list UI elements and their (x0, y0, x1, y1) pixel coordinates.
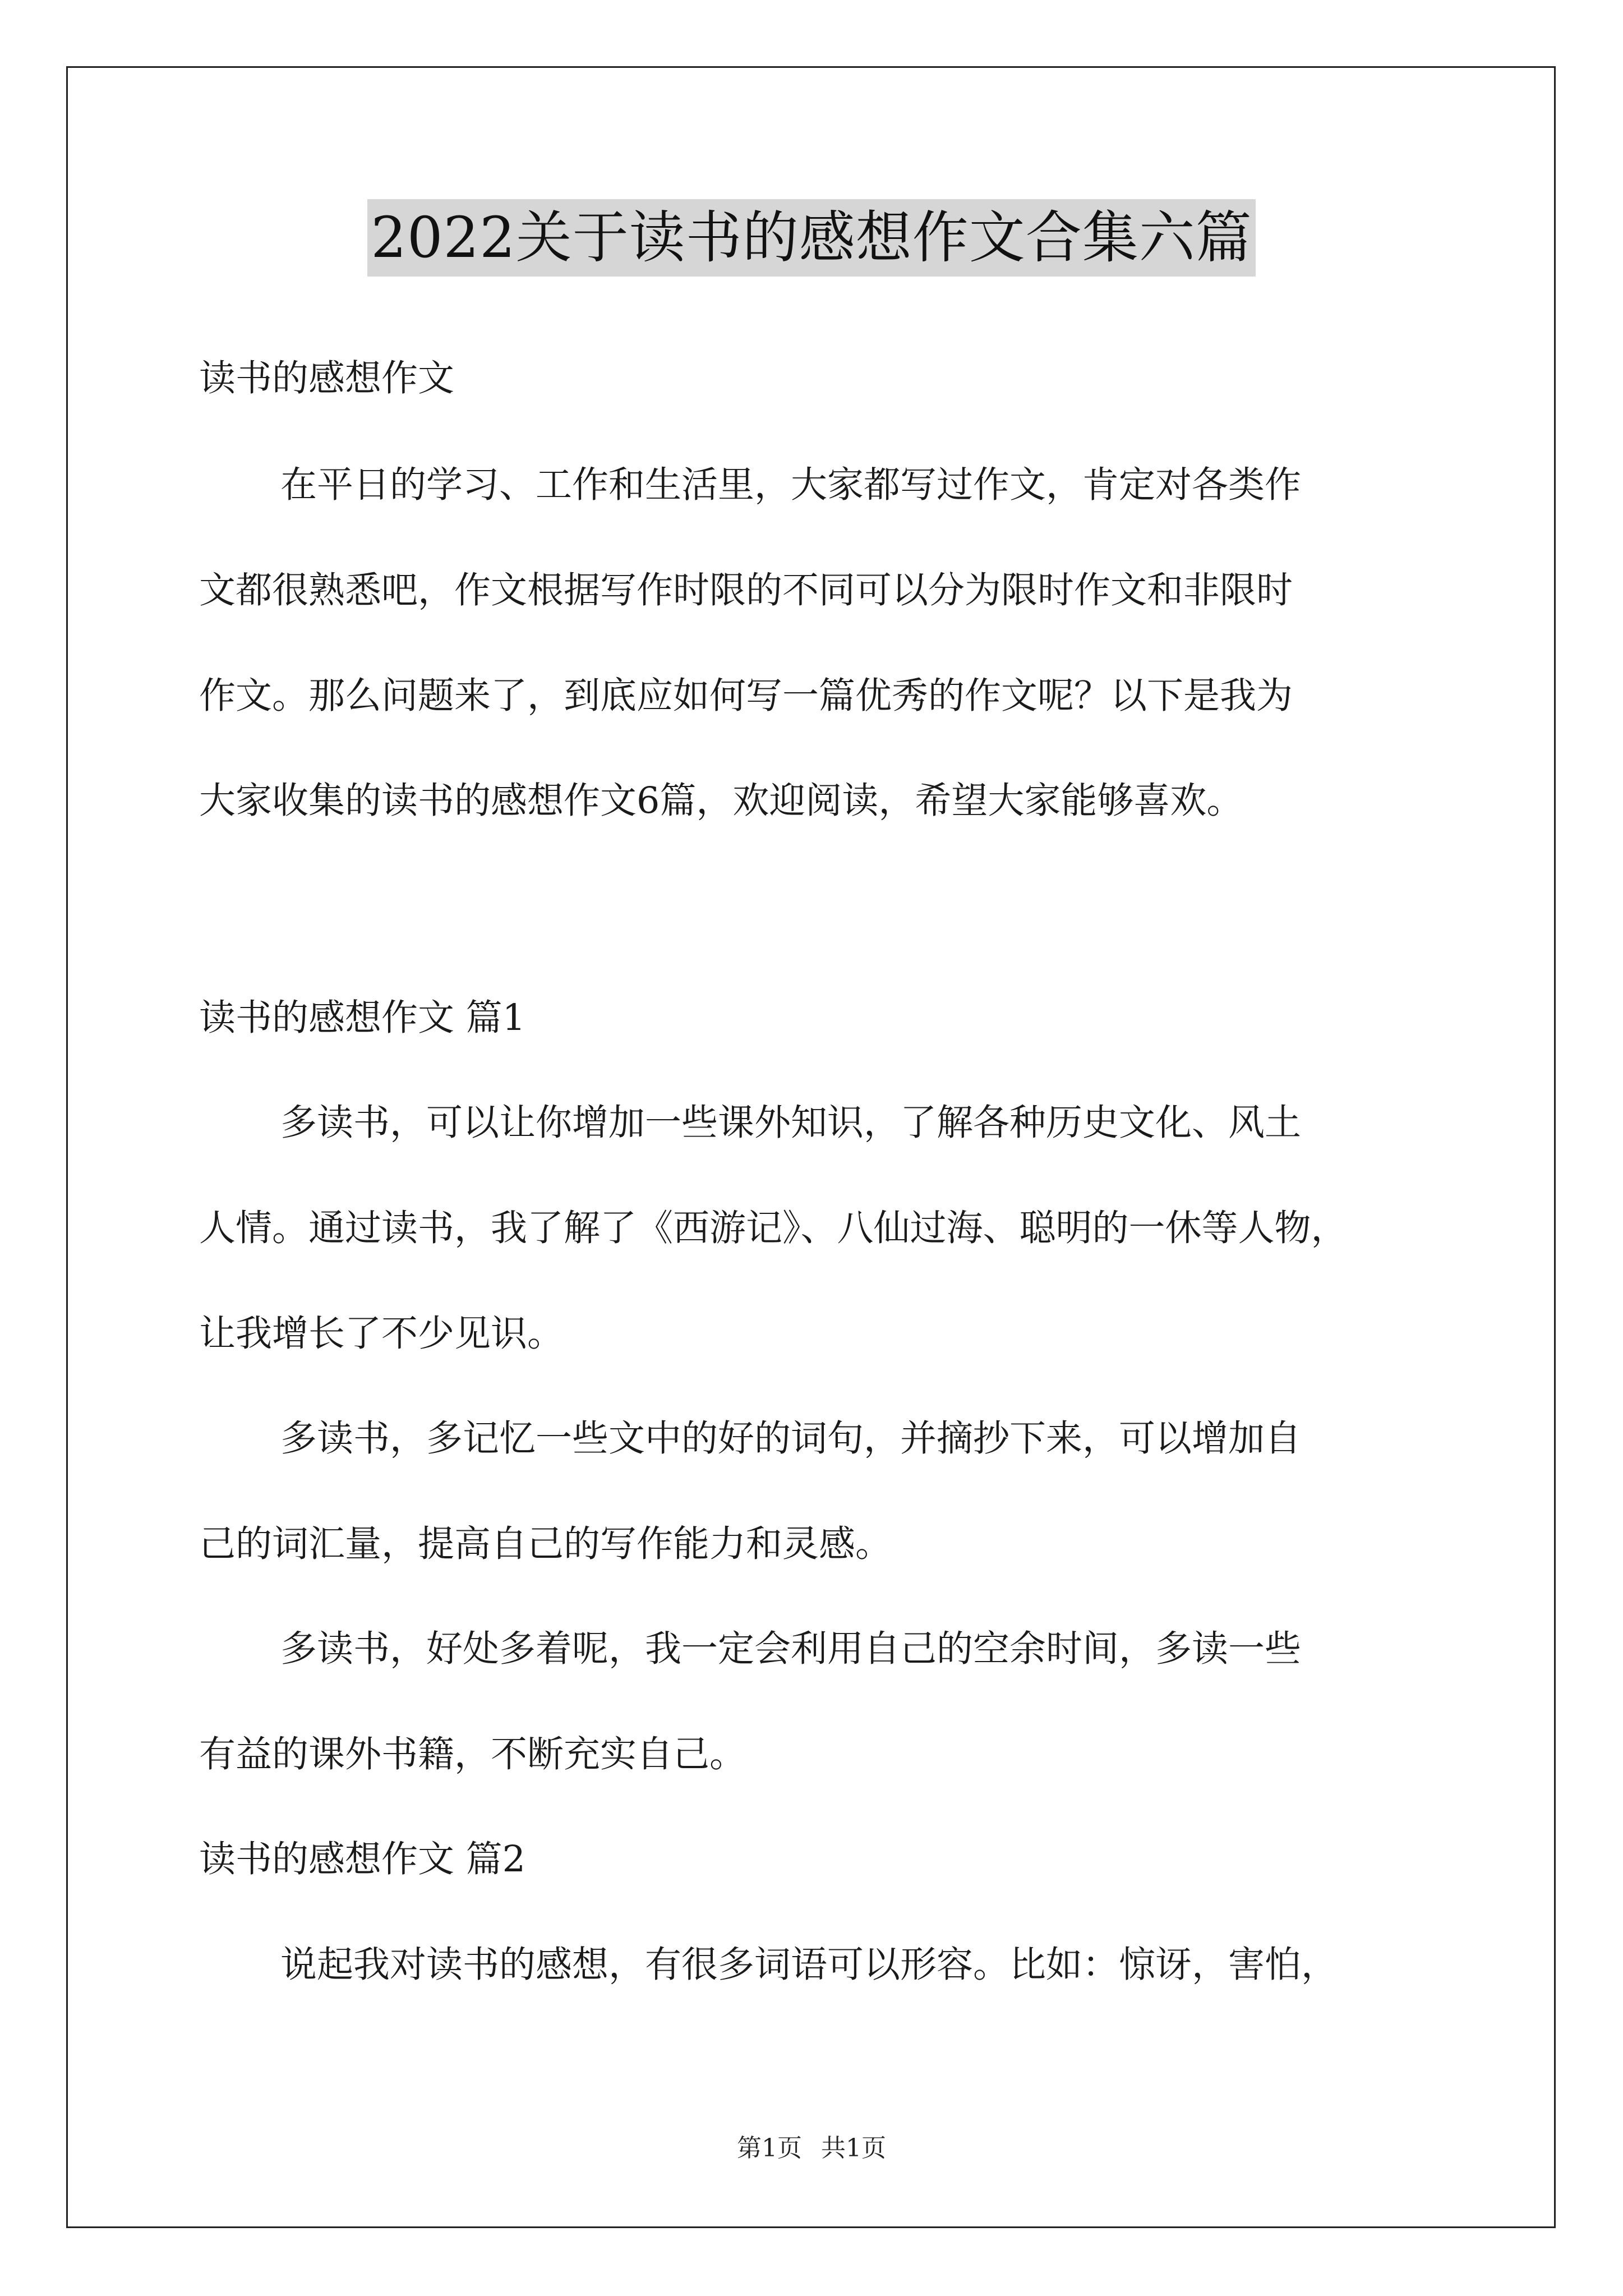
section-heading-2: 读书的感想作文 篇2 (199, 1838, 526, 1880)
page-total: 共1页 (821, 2134, 886, 2162)
page-number: 第1页 (737, 2134, 802, 2162)
section-heading-1: 读书的感想作文 篇1 (199, 997, 526, 1039)
title-block (0, 199, 1623, 277)
paragraph-line: 多读书，可以让你增加一些课外知识，了解各种历史文化、风土 (280, 1102, 1302, 1144)
paragraph-line: 多读书，多记忆一些文中的好的词句，并摘抄下来，可以增加自 (280, 1418, 1302, 1460)
document-title: 2022关于读书的感想作文合集六篇 (367, 199, 1256, 277)
paragraph-line: 大家收集的读书的感想作文6篇，欢迎阅读，希望大家能够喜欢。 (199, 780, 1243, 822)
paragraph-line: 在平日的学习、工作和生活里，大家都写过作文，肯定对各类作 (280, 464, 1302, 506)
paragraph-line: 有益的课外书籍，不断充实自己。 (199, 1733, 746, 1775)
paragraph-line: 多读书，好处多着呢，我一定会利用自己的空余时间，多读一些 (280, 1628, 1302, 1670)
paragraph-line: 人情。通过读书，我了解了《西游记》、八仙过海、聪明的一休等人物， (199, 1207, 1348, 1249)
paragraph-line: 说起我对读书的感想，有很多词语可以形容。比如：惊讶，害怕， (280, 1944, 1338, 1986)
paragraph-line: 文都很熟悉吧，作文根据写作时限的不同可以分为限时作文和非限时 (199, 569, 1293, 611)
paragraph-line: 让我增长了不少见识。 (199, 1313, 564, 1355)
section-heading-intro: 读书的感想作文 (199, 357, 455, 399)
page-footer (0, 2132, 1623, 2165)
paragraph-line: 作文。那么问题来了，到底应如何写一篇优秀的作文呢？以下是我为 (199, 675, 1293, 717)
paragraph-line: 己的词汇量，提高自己的写作能力和灵感。 (199, 1523, 892, 1565)
